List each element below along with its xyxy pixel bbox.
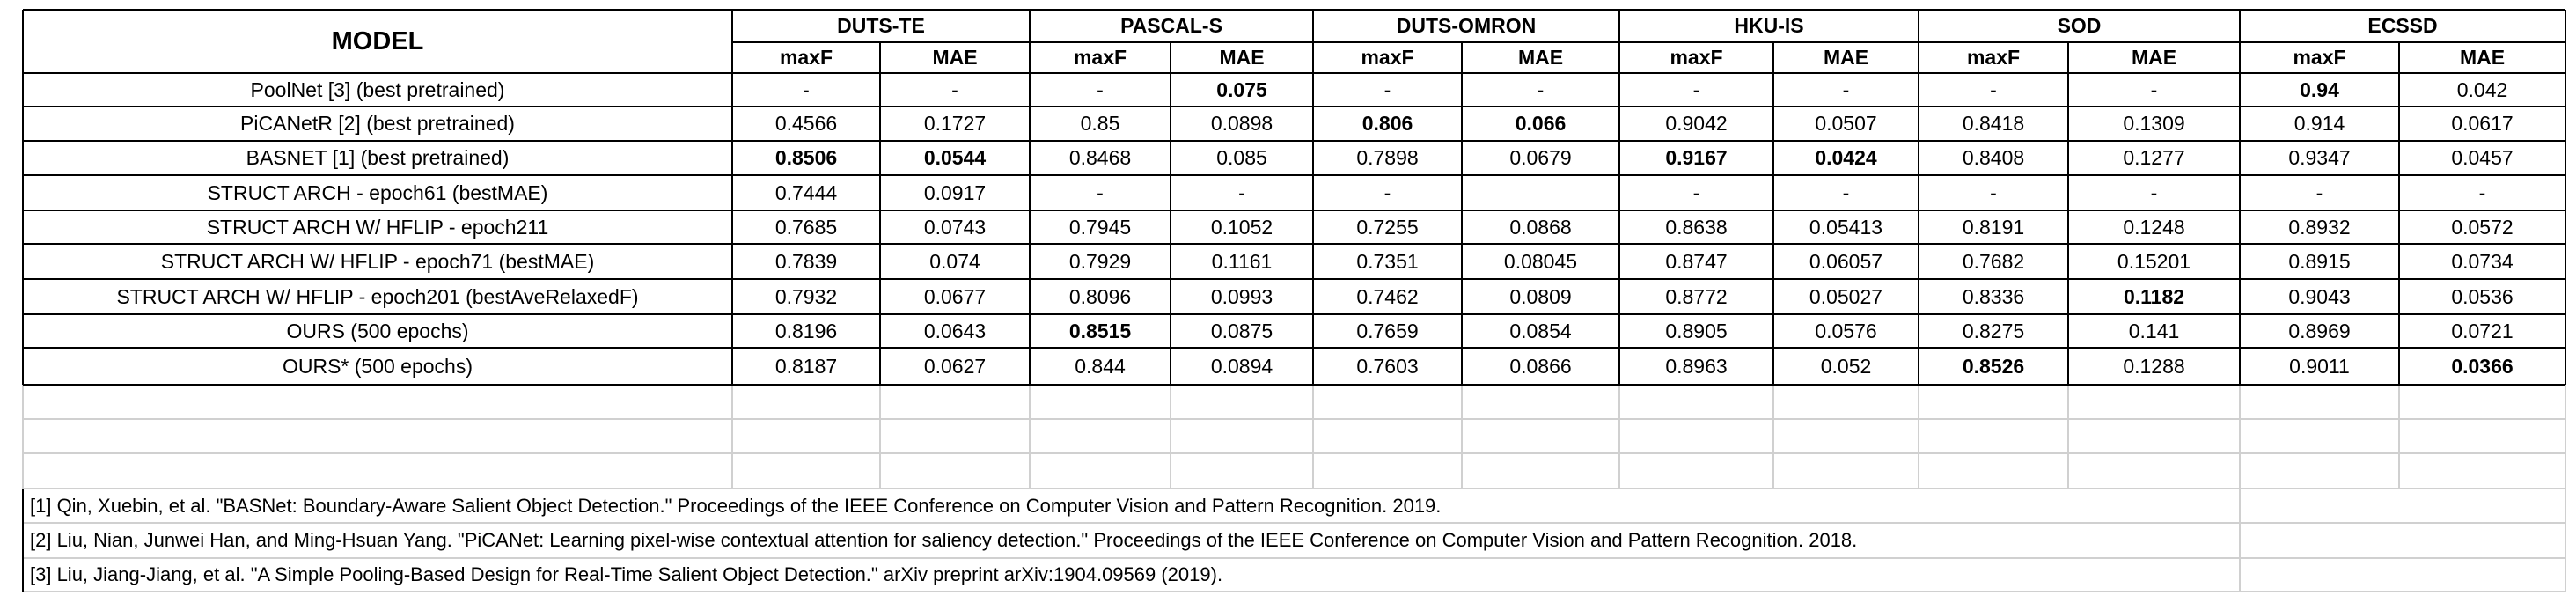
metric-header[interactable]: maxF xyxy=(1966,46,2021,69)
metric-value-cell[interactable]: 0.8905 xyxy=(1665,319,1728,342)
metric-value-cell[interactable]: 0.9347 xyxy=(2288,146,2351,169)
metric-value-cell[interactable]: 0.075 xyxy=(1216,77,1267,101)
metric-value-cell[interactable]: 0.0677 xyxy=(923,284,987,308)
metric-value-cell[interactable]: 0.8418 xyxy=(1962,112,2025,135)
metric-value-cell[interactable]: 0.0572 xyxy=(2451,215,2514,239)
metric-value-cell[interactable]: - xyxy=(1097,180,1104,204)
metric-value-cell[interactable]: 0.05027 xyxy=(1809,284,1883,308)
metric-header[interactable]: MAE xyxy=(2131,46,2177,69)
metric-value-cell[interactable]: 0.0366 xyxy=(2451,354,2514,378)
metric-value-cell[interactable]: - xyxy=(2150,180,2158,204)
metric-value-cell[interactable]: 0.8747 xyxy=(1665,249,1728,273)
metric-value-cell[interactable]: - xyxy=(1842,180,1850,204)
metric-value-cell[interactable]: - xyxy=(951,77,958,101)
metric-value-cell[interactable]: 0.074 xyxy=(929,249,980,273)
metric-value-cell[interactable]: 0.05413 xyxy=(1809,215,1883,239)
metric-value-cell[interactable]: 0.7659 xyxy=(1356,319,1419,342)
metric-value-cell[interactable]: 0.8515 xyxy=(1068,319,1132,342)
metric-value-cell[interactable]: 0.8191 xyxy=(1962,215,2025,239)
model-header[interactable]: MODEL xyxy=(331,26,424,55)
metric-value-cell[interactable]: 0.066 xyxy=(1515,112,1567,135)
metric-header[interactable]: maxF xyxy=(2293,46,2346,69)
metric-value-cell[interactable]: - xyxy=(1842,77,1850,101)
metric-value-cell[interactable]: 0.042 xyxy=(2456,77,2508,101)
metric-value-cell[interactable]: 0.7929 xyxy=(1068,249,1132,273)
metric-value-cell[interactable]: 0.0734 xyxy=(2451,249,2514,273)
metric-value-cell[interactable]: 0.94 xyxy=(2300,77,2339,101)
metric-value-cell[interactable]: 0.7839 xyxy=(774,249,838,273)
metric-value-cell[interactable]: 0.0544 xyxy=(923,146,987,169)
metric-value-cell[interactable]: 0.0507 xyxy=(1815,112,1877,135)
metric-value-cell[interactable]: 0.0536 xyxy=(2451,284,2514,308)
metric-value-cell[interactable]: 0.8526 xyxy=(1962,354,2025,378)
metric-value-cell[interactable]: 0.8187 xyxy=(774,354,838,378)
metric-value-cell[interactable]: 0.0894 xyxy=(1210,354,1273,378)
metric-value-cell[interactable]: 0.7351 xyxy=(1356,249,1419,273)
metric-value-cell[interactable]: - xyxy=(2150,77,2158,101)
metric-value-cell[interactable]: 0.8638 xyxy=(1665,215,1728,239)
metric-value-cell[interactable]: 0.7932 xyxy=(774,284,838,308)
model-name-cell[interactable]: BASNET [1] (best pretrained) xyxy=(246,146,510,169)
metric-value-cell[interactable]: 0.08045 xyxy=(1503,249,1578,273)
metric-value-cell[interactable]: - xyxy=(1692,180,1700,204)
metric-value-cell[interactable]: 0.0875 xyxy=(1210,319,1273,342)
metric-value-cell[interactable]: 0.8096 xyxy=(1068,284,1132,308)
metric-value-cell[interactable]: 0.0809 xyxy=(1509,284,1572,308)
metric-header[interactable]: MAE xyxy=(1219,46,1265,69)
dataset-header[interactable]: SOD xyxy=(2057,14,2102,37)
metric-header[interactable]: MAE xyxy=(1823,46,1869,69)
metric-value-cell[interactable]: 0.9042 xyxy=(1665,112,1728,135)
dataset-header[interactable]: ECSSD xyxy=(2367,14,2438,37)
metric-value-cell[interactable]: 0.0643 xyxy=(923,319,987,342)
metric-header[interactable]: maxF xyxy=(1670,46,1723,69)
metric-value-cell[interactable]: 0.8963 xyxy=(1665,354,1728,378)
metric-header[interactable]: maxF xyxy=(1073,46,1127,69)
metric-value-cell[interactable]: - xyxy=(803,77,810,101)
metric-value-cell[interactable]: 0.9011 xyxy=(2289,354,2350,378)
metric-value-cell[interactable]: 0.085 xyxy=(1216,146,1267,169)
metric-value-cell[interactable]: - xyxy=(1238,180,1245,204)
metric-value-cell[interactable]: 0.4566 xyxy=(774,112,838,135)
metric-value-cell[interactable]: 0.8408 xyxy=(1962,146,2025,169)
metric-value-cell[interactable]: 0.7685 xyxy=(774,215,838,239)
metric-value-cell[interactable]: 0.0627 xyxy=(923,354,987,378)
metric-value-cell[interactable]: 0.1248 xyxy=(2123,215,2185,239)
metric-value-cell[interactable]: 0.7898 xyxy=(1356,146,1419,169)
metric-value-cell[interactable]: 0.0868 xyxy=(1509,215,1572,239)
metric-value-cell[interactable]: 0.7682 xyxy=(1962,249,2025,273)
reference-citation[interactable]: [1] Qin, Xuebin, et al. "BASNet: Boundary-Aware Salient Object Detection." Proceedings of the IEEE Conference on Computer Vision and Pattern Recognition. 2019. xyxy=(30,494,1442,517)
metric-value-cell[interactable]: 0.914 xyxy=(2293,112,2345,135)
metric-header[interactable]: MAE xyxy=(2459,46,2506,69)
metric-value-cell[interactable]: 0.052 xyxy=(1820,354,1872,378)
metric-value-cell[interactable]: 0.1161 xyxy=(1211,249,1273,273)
model-name-cell[interactable]: PiCANetR [2] (best pretrained) xyxy=(240,112,515,135)
model-name-cell[interactable]: STRUCT ARCH W/ HFLIP - epoch201 (bestAveRelaxedF) xyxy=(116,284,639,308)
metric-value-cell[interactable]: 0.8506 xyxy=(774,146,838,169)
metric-value-cell[interactable]: 0.7945 xyxy=(1068,215,1132,239)
metric-value-cell[interactable]: 0.0993 xyxy=(1210,284,1273,308)
metric-value-cell[interactable]: - xyxy=(1990,77,1997,101)
metric-value-cell[interactable]: 0.0576 xyxy=(1815,319,1877,342)
metric-value-cell[interactable]: 0.9043 xyxy=(2288,284,2351,308)
metric-value-cell[interactable]: 0.1277 xyxy=(2123,146,2185,169)
model-name-cell[interactable]: OURS* (500 epochs) xyxy=(282,354,473,378)
model-name-cell[interactable]: STRUCT ARCH W/ HFLIP - epoch211 xyxy=(206,215,549,239)
metric-value-cell[interactable]: 0.0866 xyxy=(1509,354,1572,378)
metric-value-cell[interactable]: 0.8196 xyxy=(774,319,838,342)
dataset-header[interactable]: HKU-IS xyxy=(1734,14,1804,37)
metric-value-cell[interactable]: 0.844 xyxy=(1075,354,1126,378)
dataset-header[interactable]: DUTS-OMRON xyxy=(1396,14,1537,37)
metric-value-cell[interactable]: 0.7444 xyxy=(774,180,838,204)
model-name-cell[interactable]: STRUCT ARCH W/ HFLIP - epoch71 (bestMAE) xyxy=(160,249,595,273)
dataset-header[interactable]: PASCAL-S xyxy=(1120,14,1222,37)
metric-value-cell[interactable]: 0.8932 xyxy=(2288,215,2351,239)
metric-value-cell[interactable]: 0.7603 xyxy=(1356,354,1419,378)
metric-value-cell[interactable]: 0.1182 xyxy=(2123,284,2185,308)
metric-value-cell[interactable]: 0.141 xyxy=(2128,319,2180,342)
metric-value-cell[interactable]: 0.806 xyxy=(1361,112,1413,135)
model-name-cell[interactable]: PoolNet [3] (best pretrained) xyxy=(250,77,505,101)
metric-value-cell[interactable]: 0.7255 xyxy=(1356,215,1419,239)
metric-header[interactable]: MAE xyxy=(1517,46,1564,69)
model-name-cell[interactable]: OURS (500 epochs) xyxy=(286,319,469,342)
metric-value-cell[interactable]: 0.8336 xyxy=(1962,284,2025,308)
metric-value-cell[interactable]: 0.1309 xyxy=(2123,112,2185,135)
metric-header[interactable]: maxF xyxy=(779,46,833,69)
metric-value-cell[interactable]: 0.8772 xyxy=(1665,284,1728,308)
metric-value-cell[interactable]: 0.0898 xyxy=(1210,112,1273,135)
metric-value-cell[interactable]: 0.0854 xyxy=(1509,319,1572,342)
dataset-header[interactable]: DUTS-TE xyxy=(837,14,925,37)
metric-value-cell[interactable]: - xyxy=(1383,77,1391,101)
metric-value-cell[interactable]: 0.8275 xyxy=(1962,319,2025,342)
metric-value-cell[interactable]: - xyxy=(1097,77,1104,101)
reference-citation[interactable]: [3] Liu, Jiang-Jiang, et al. "A Simple Pooling-Based Design for Real-Time Salient Object Detection." arXiv preprint arXiv:1904.09569 (2019). xyxy=(30,563,1223,585)
metric-value-cell[interactable]: 0.8969 xyxy=(2288,319,2351,342)
metric-value-cell[interactable]: 0.8915 xyxy=(2288,249,2351,273)
metric-value-cell[interactable]: 0.0743 xyxy=(923,215,987,239)
metric-value-cell[interactable]: 0.15201 xyxy=(2117,249,2191,273)
model-name-cell[interactable]: STRUCT ARCH - epoch61 (bestMAE) xyxy=(207,180,548,204)
metric-header[interactable]: MAE xyxy=(932,46,978,69)
metric-value-cell[interactable]: 0.85 xyxy=(1080,112,1120,135)
metric-value-cell[interactable]: - xyxy=(1383,180,1391,204)
metric-value-cell[interactable]: 0.1727 xyxy=(923,112,987,135)
metric-value-cell[interactable]: - xyxy=(1537,77,1545,101)
metric-value-cell[interactable]: 0.0721 xyxy=(2451,319,2514,342)
metric-value-cell[interactable]: 0.0457 xyxy=(2451,146,2514,169)
metric-value-cell[interactable]: 0.0917 xyxy=(923,180,987,204)
metric-value-cell[interactable]: 0.8468 xyxy=(1068,146,1132,169)
metric-value-cell[interactable]: 0.0679 xyxy=(1509,146,1572,169)
metric-value-cell[interactable]: 0.7462 xyxy=(1356,284,1419,308)
metric-value-cell[interactable]: - xyxy=(1692,77,1700,101)
metric-value-cell[interactable]: - xyxy=(1990,180,1997,204)
metric-value-cell[interactable]: 0.1288 xyxy=(2123,354,2185,378)
metric-value-cell[interactable]: 0.0424 xyxy=(1815,146,1877,169)
metric-value-cell[interactable]: - xyxy=(2315,180,2323,204)
metric-value-cell[interactable]: 0.9167 xyxy=(1665,146,1728,169)
metric-header[interactable]: maxF xyxy=(1361,46,1414,69)
reference-citation[interactable]: [2] Liu, Nian, Junwei Han, and Ming-Hsuan Yang. "PiCANet: Learning pixel-wise contextual attention for saliency detection." Proceedings of the IEEE Conference on Computer Vision and Pattern Recognition. 2018. xyxy=(30,529,1858,551)
metric-value-cell[interactable]: - xyxy=(2478,180,2486,204)
metric-value-cell[interactable]: 0.06057 xyxy=(1809,249,1883,273)
metric-value-cell[interactable]: 0.0617 xyxy=(2451,112,2514,135)
metric-value-cell[interactable]: 0.1052 xyxy=(1210,215,1273,239)
